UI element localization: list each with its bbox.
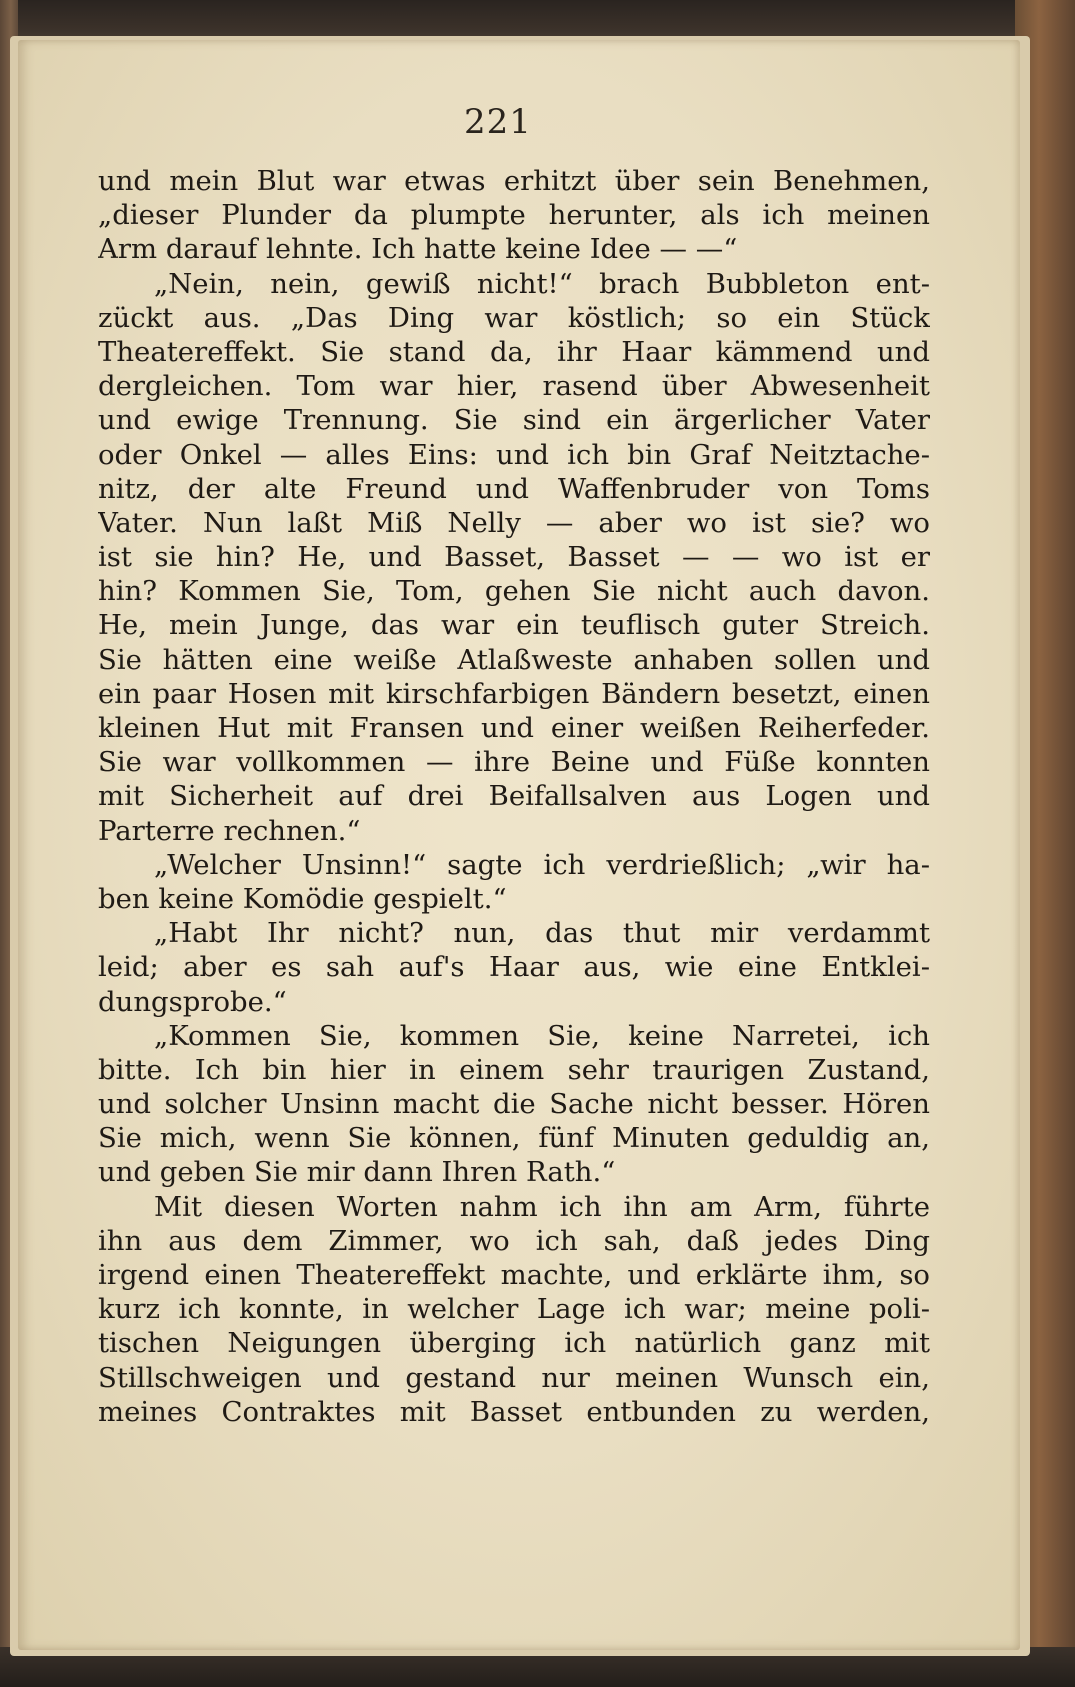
text-line: ihn aus dem Zimmer, wo ich sah, daß jedes Ding [98, 1224, 930, 1257]
text-line: ben keine Komödie gespielt.“ [98, 882, 507, 915]
text-line: dergleichen. Tom war hier, rasend über Abwesenheit [98, 370, 930, 403]
book-page [18, 40, 1020, 1650]
text-line: Sie mich, wenn Sie können, fünf Minuten geduldig an, [98, 1122, 930, 1155]
text-line: He, mein Junge, das war ein teuflisch guter Streich. [98, 609, 930, 642]
text-line: irgend einen Theatereffekt machte, und erklärte ihm, so [98, 1259, 930, 1291]
text-line: ein paar Hosen mit kirschfarbigen Bändern besetzt, einen [98, 677, 930, 710]
text-line: zückt aus. „Das Ding war köstlich; so ein Stück [98, 301, 930, 334]
text-line: Mit diesen Worten nahm ich ihn am Arm, führte [154, 1190, 930, 1223]
text-line: „Welcher Unsinn!“ sagte ich verdrießlich; „wir ha- [154, 848, 930, 881]
text-line: „Nein, nein, gewiß nicht!“ brach Bubbleton ent- [154, 267, 930, 300]
text-line: Vater. Nun laßt Miß Nelly — aber wo ist sie? wo [98, 506, 930, 539]
text-line: Stillschweigen und gestand nur meinen Wunsch ein, [98, 1361, 930, 1394]
text-line: und solcher Unsinn macht die Sache nicht besser. Hören [98, 1088, 930, 1121]
text-line: „dieser Plunder da plumpte herunter, als ich meinen [98, 199, 930, 232]
page-number: 221 [464, 102, 532, 142]
text-line: ist sie hin? He, und Basset, Basset — — wo ist er [98, 541, 930, 574]
text-line: nitz, der alte Freund und Waffenbruder von Toms [98, 472, 930, 505]
page-text [98, 164, 930, 1429]
text-line: und geben Sie mir dann Ihren Rath.“ [98, 1156, 616, 1189]
text-line: tischen Neigungen überging ich natürlich ganz mit [98, 1327, 930, 1360]
text-line: oder Onkel — alles Eins: und ich bin Graf Neitztache- [98, 438, 930, 471]
text-line: „Kommen Sie, kommen Sie, keine Narretei, ich [154, 1019, 930, 1052]
text-line: „Habt Ihr nicht? nun, das thut mir verdammt [154, 917, 930, 950]
text-line: leid; aber es sah auf's Haar aus, wie eine Entklei- [98, 951, 930, 984]
text-line: hin? Kommen Sie, Tom, gehen Sie nicht auch davon. [98, 575, 930, 608]
text-line: Sie hätten eine weiße Atlaßweste anhaben sollen und [98, 643, 930, 676]
text-line: und ewige Trennung. Sie sind ein ärgerlicher Vater [98, 404, 930, 437]
text-line: dungsprobe.“ [98, 985, 287, 1018]
text-line: bitte. Ich bin hier in einem sehr traurigen Zustand, [98, 1053, 930, 1086]
text-line: und mein Blut war etwas erhitzt über sein Benehmen, [98, 165, 930, 197]
text-line: Theatereffekt. Sie stand da, ihr Haar kämmend und [98, 335, 930, 368]
text-line: meines Contraktes mit Basset entbunden zu werden, [98, 1395, 930, 1428]
text-line: Sie war vollkommen — ihre Beine und Füße konnten [98, 746, 930, 779]
text-line: mit Sicherheit auf drei Beifallsalven aus Logen und [98, 780, 930, 813]
text-line: kleinen Hut mit Fransen und einer weißen Reiherfeder. [98, 712, 930, 744]
text-line: Arm darauf lehnte. Ich hatte keine Idee — —“ [98, 233, 738, 266]
text-line: kurz ich konnte, in welcher Lage ich war; meine poli- [98, 1293, 930, 1326]
text-line: Parterre rechnen.“ [98, 814, 361, 847]
